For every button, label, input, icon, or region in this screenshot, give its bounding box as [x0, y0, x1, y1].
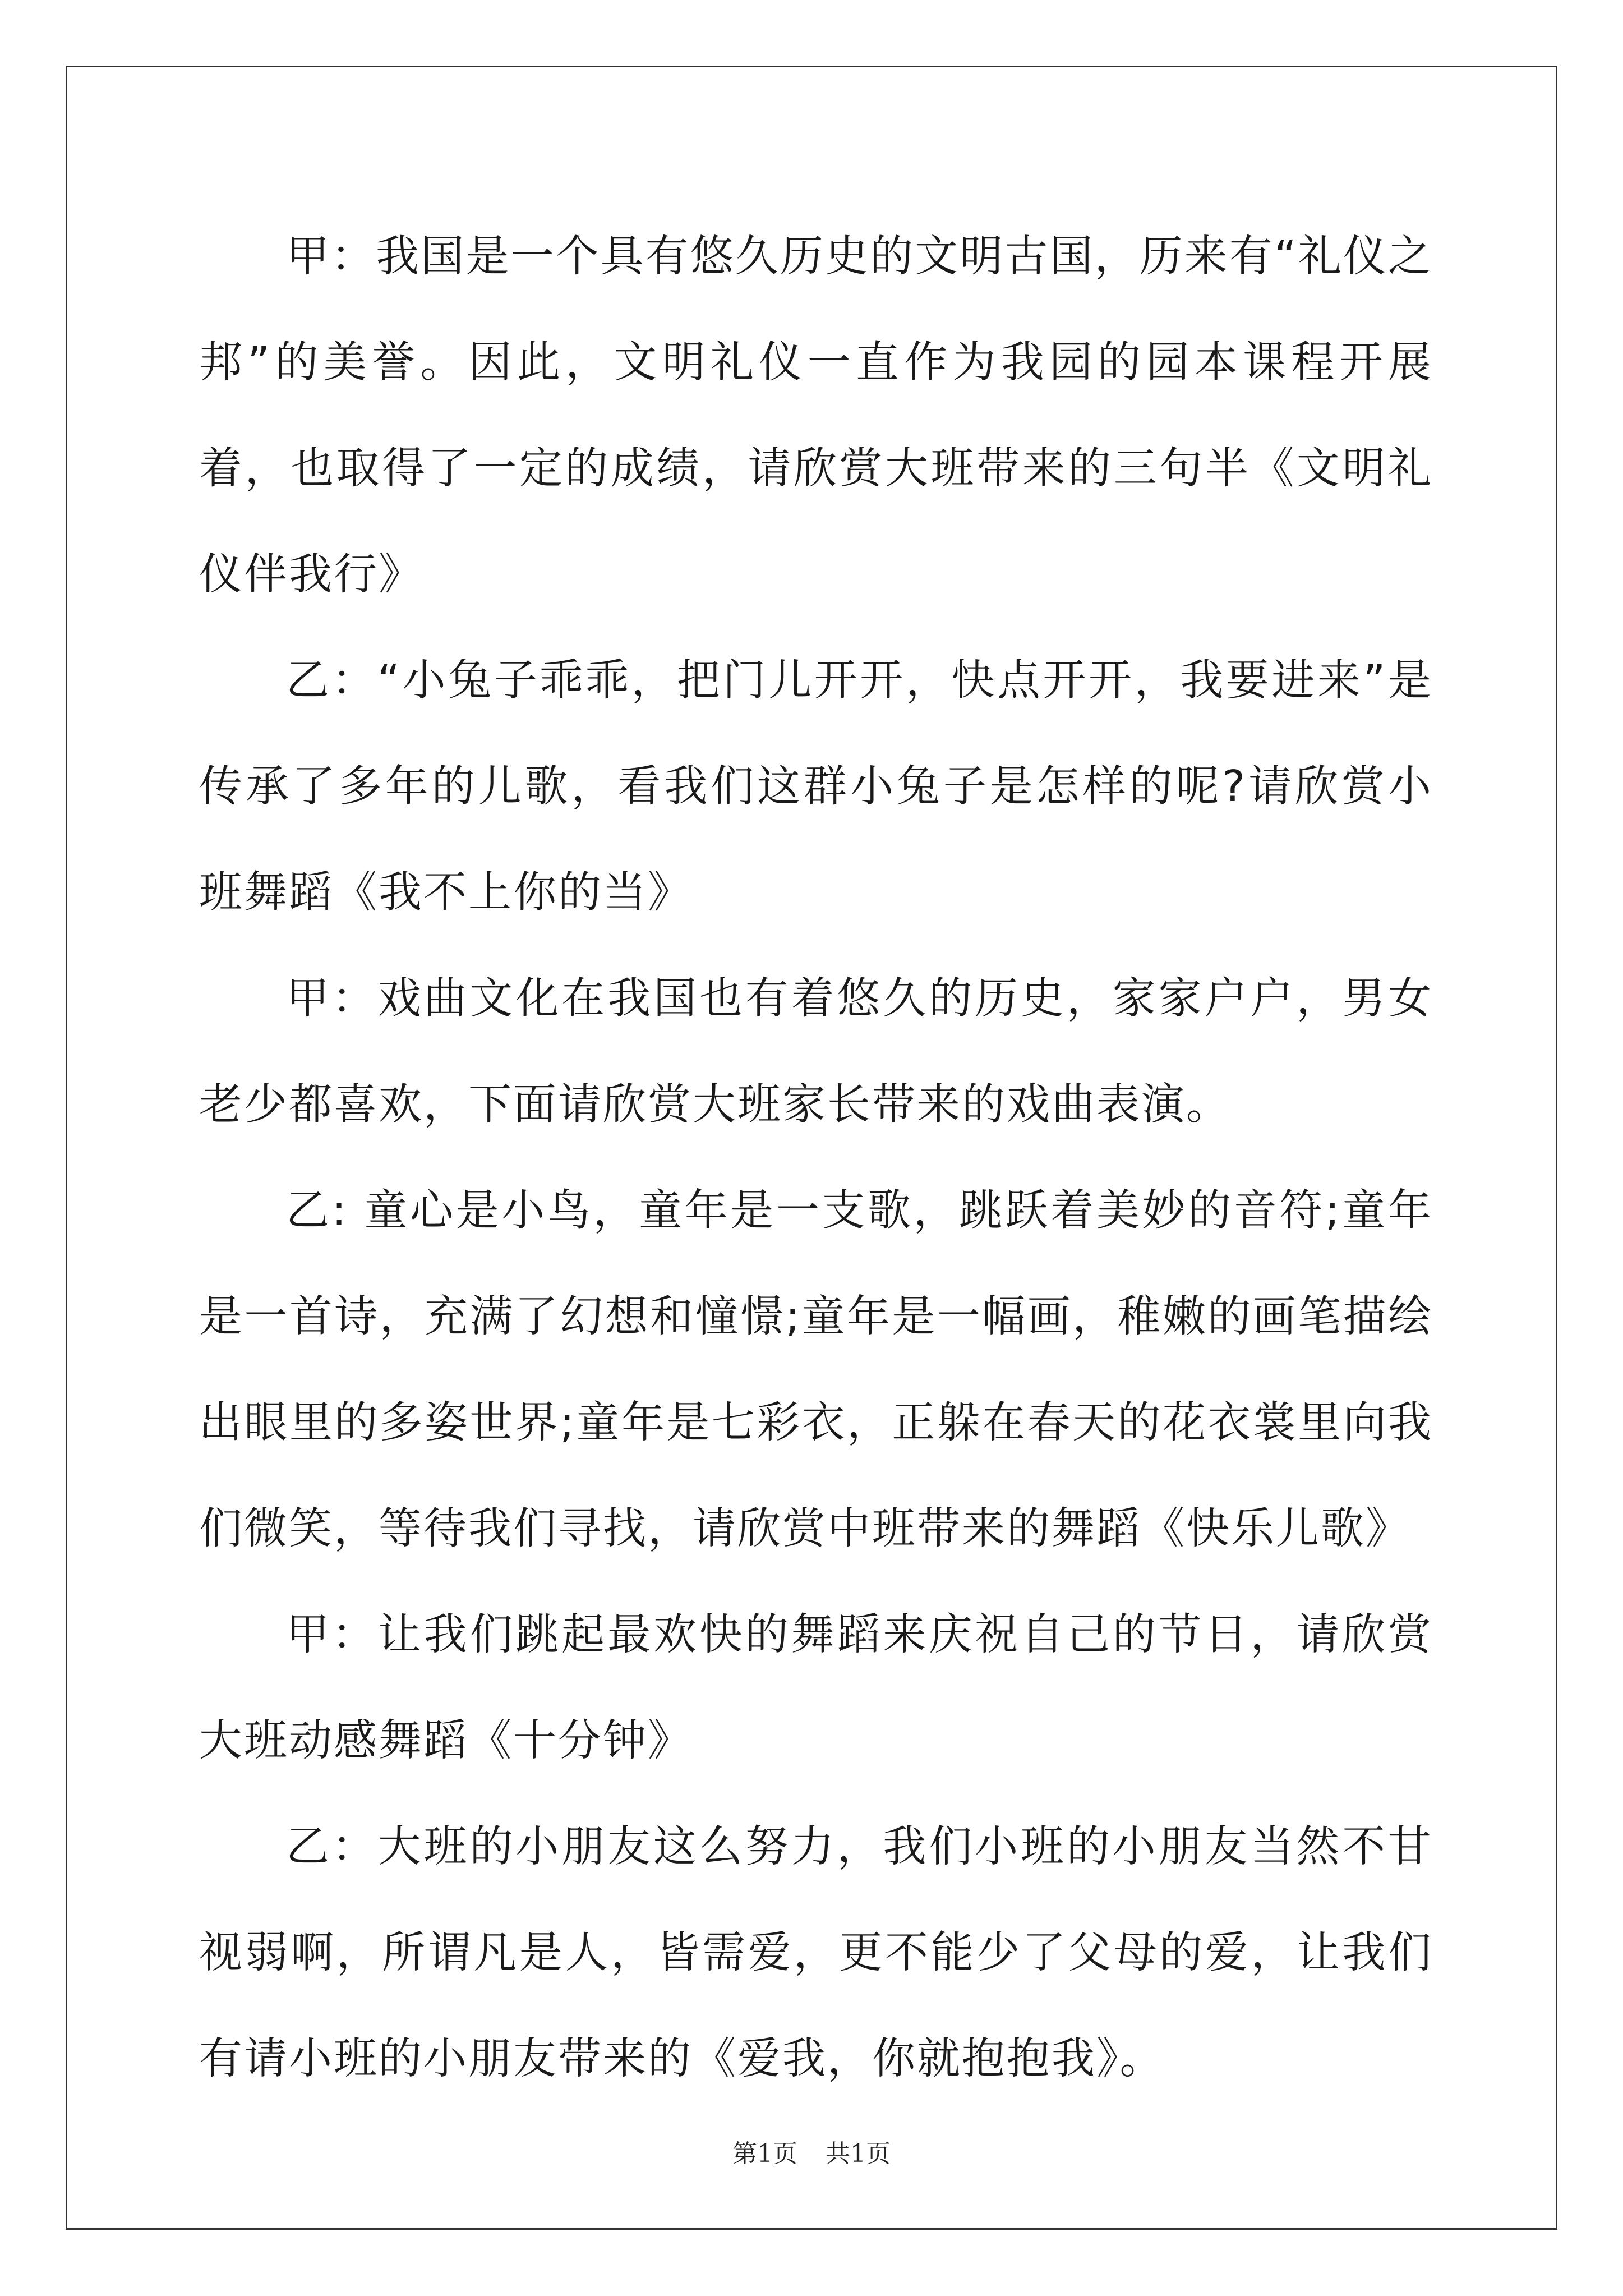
page-number: 第1页 [732, 2139, 797, 2168]
paragraph-3: 甲：戏曲文化在我国也有着悠久的历史，家家户户，男女老少都喜欢，下面请欣赏大班家长带来的戏曲表演。 [199, 974, 1433, 1130]
paragraph-6: 乙：大班的小朋友这么努力，我们小班的小朋友当然不甘视弱啊，所谓凡是人，皆需爱，更不能少了父母的爱，让我们有请小班的小朋友带来的《爱我，你就抱抱我》。 [199, 1822, 1433, 2084]
page-total: 共1页 [826, 2139, 891, 2168]
paragraph-2: 乙：“小兔子乖乖，把门儿开开，快点开开，我要进来”是传承了多年的儿歌，看我们这群小兔子是怎样的呢?请欣赏小班舞蹈《我不上你的当》 [199, 656, 1433, 918]
paragraph-4: 乙: 童心是小鸟，童年是一支歌，跳跃着美妙的音符;童年是一首诗，充满了幻想和憧憬;童年是一幅画，稚嫩的画笔描绘出眼里的多姿世界;童年是七彩衣，正躲在春天的花衣裳里向我们微笑，等待我们寻找，请欣赏中班带来的舞蹈《快乐儿歌》 [199, 1186, 1433, 1554]
page-footer [0, 2133, 1623, 2169]
document-body [199, 204, 1433, 2112]
paragraph-5: 甲：让我们跳起最欢快的舞蹈来庆祝自己的节日，请欣赏大班动感舞蹈《十分钟》 [199, 1610, 1433, 1766]
paragraph-1: 甲：我国是一个具有悠久历史的文明古国，历来有“礼仪之邦”的美誉。因此，文明礼仪一直作为我园的园本课程开展着，也取得了一定的成绩，请欣赏大班带来的三句半《文明礼仪伴我行》 [199, 232, 1433, 600]
